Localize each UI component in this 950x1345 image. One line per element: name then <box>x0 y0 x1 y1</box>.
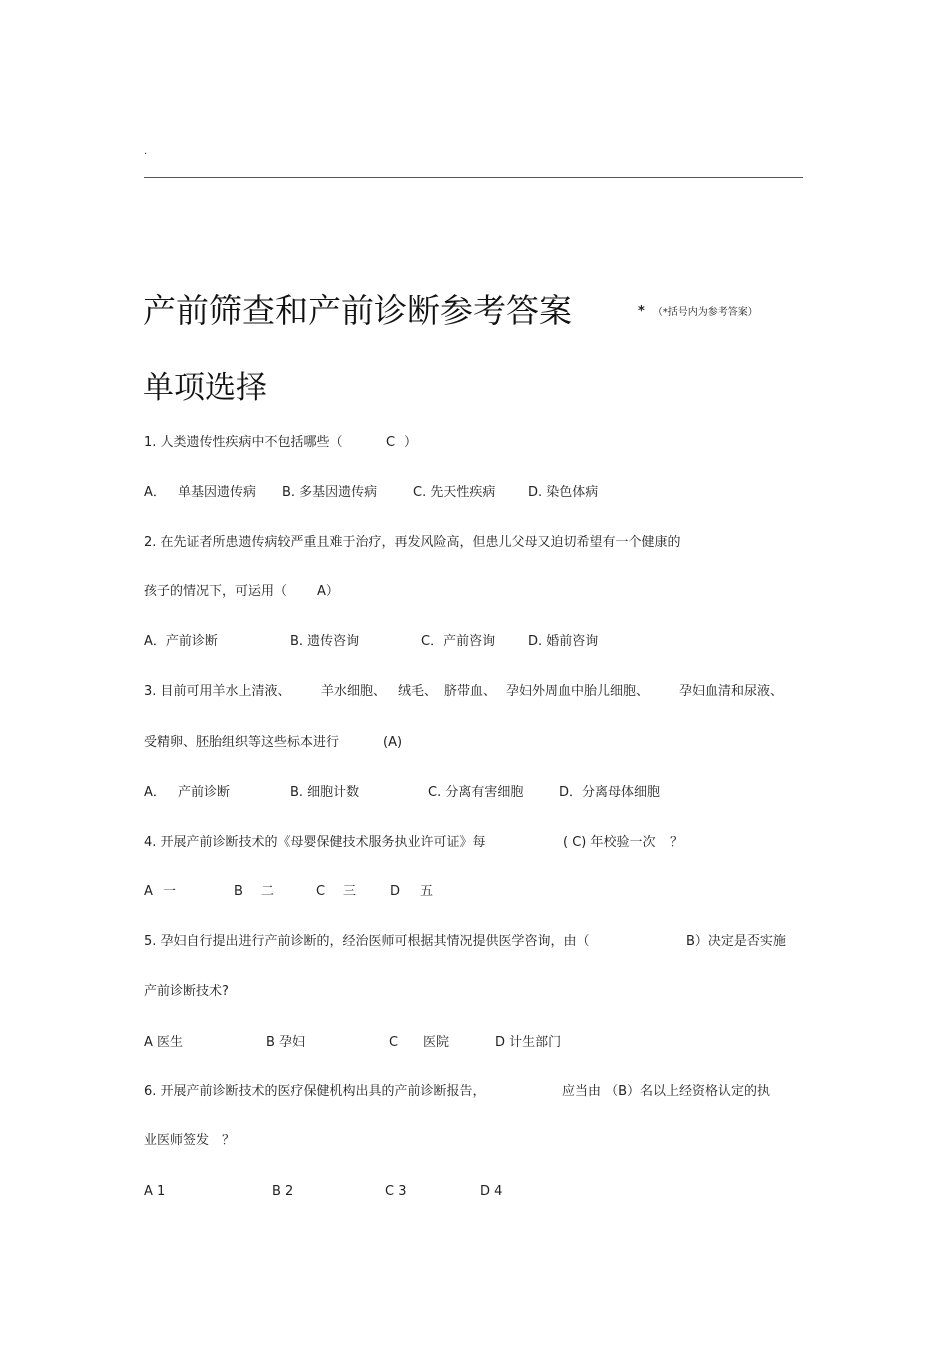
note-star: * <box>638 304 645 319</box>
q2-option: B. 遗传咨询 <box>290 634 360 649</box>
q6-option: D 4 <box>480 1184 503 1199</box>
q4-option-letter: B <box>234 884 243 899</box>
q4-option-text: 五 <box>420 884 434 899</box>
q3-option: D．分离母体细胞 <box>559 785 661 800</box>
q3-stem-part: 孕妇血清和尿液、 <box>679 684 784 699</box>
q5-answer: B）决定是否实施 <box>686 934 786 949</box>
q3-stem-part: 3. 目前可用羊水上清液、 <box>144 684 291 699</box>
q3-option: C. 分离有害细胞 <box>428 785 524 800</box>
q1-option: B. 多基因遗传病 <box>282 485 378 500</box>
q4-question-mark: ？ <box>670 835 684 850</box>
q3-option: A． <box>144 785 166 800</box>
q5-option: D 计生部门 <box>495 1035 562 1050</box>
header-dot: . <box>144 146 148 157</box>
q1-option: C. 先天性疾病 <box>413 485 496 500</box>
q6-option: B 2 <box>272 1184 294 1199</box>
q5-option-text: 医院 <box>423 1035 450 1050</box>
q4-option-text: 三 <box>343 884 357 899</box>
q2-option: D. 婚前咨询 <box>528 634 599 649</box>
q3-stem-part: 脐带血、 <box>444 684 497 699</box>
q1-stem-b: ） <box>404 435 418 450</box>
q6-stem-answer: 应当由 （B）名以上经资格认定的执 <box>562 1084 771 1099</box>
q3-option: 产前诊断 <box>178 785 231 800</box>
q1-option: A． <box>144 485 166 500</box>
q3-stem-part: 孕妇外周血中胎儿细胞、 <box>506 684 650 699</box>
q6-option: C 3 <box>385 1184 407 1199</box>
document-title: 产前筛查和产前诊断参考答案 <box>143 291 572 330</box>
q3-stem-part: 绒毛、 <box>398 684 438 699</box>
q1-option: 单基因遗传病 <box>178 485 257 500</box>
q4-stem: 4. 开展产前诊断技术的《母婴保健技术服务执业许可证》每 <box>144 835 486 850</box>
q6-option: A 1 <box>144 1184 166 1199</box>
q3-stem-line2: 受精卵、胚胎组织等这些标本进行 <box>144 735 340 750</box>
q5-option-letter: C <box>389 1035 399 1050</box>
q3-answer: (A) <box>383 735 403 750</box>
section-title: 单项选择 <box>143 370 267 406</box>
q3-option: B. 细胞计数 <box>290 785 360 800</box>
q3-stem-part: 羊水细胞、 <box>321 684 387 699</box>
q6-stem-line2: 业医师签发 <box>144 1133 210 1148</box>
q2-stem-line2: 孩子的情况下，可运用（ <box>144 584 288 599</box>
q2-option: C．产前咨询 <box>421 634 496 649</box>
q5-stem-line1: 5. 孕妇自行提出进行产前诊断的，经治医师可根据其情况提供医学咨询，由（ <box>144 934 590 949</box>
q5-stem-line2: 产前诊断技术? <box>144 984 229 999</box>
q5-option: B 孕妇 <box>266 1035 306 1050</box>
q4-option-letter: C <box>316 884 326 899</box>
q4-option-text: 二 <box>261 884 275 899</box>
q4-option-letter: A <box>144 884 153 899</box>
q6-question-mark: ？ <box>222 1133 236 1148</box>
q1-option: D. 染色体病 <box>528 485 599 500</box>
q1-stem-a: 1. 人类遗传性疾病中不包括哪些（ <box>144 435 343 450</box>
note-text: （*括号内为参考答案） <box>652 307 758 318</box>
q4-answer: ( C) 年校验一次 <box>563 835 656 850</box>
q5-option: A 医生 <box>144 1035 184 1050</box>
q1-answer: C <box>386 435 396 450</box>
answer-note <box>638 305 758 320</box>
q2-option: A．产前诊断 <box>144 634 218 649</box>
q4-option-letter: D <box>390 884 401 899</box>
header-rule <box>144 177 803 178</box>
q2-stem-line1: 2. 在先证者所患遗传病较严重且难于治疗，再发风险高，但患儿父母又迫切希望有一个健康的 <box>144 535 681 550</box>
q4-option-text: 一 <box>163 884 177 899</box>
q2-answer: A） <box>317 584 339 599</box>
q6-stem-line1: 6. 开展产前诊断技术的医疗保健机构出具的产前诊断报告， <box>144 1084 486 1099</box>
